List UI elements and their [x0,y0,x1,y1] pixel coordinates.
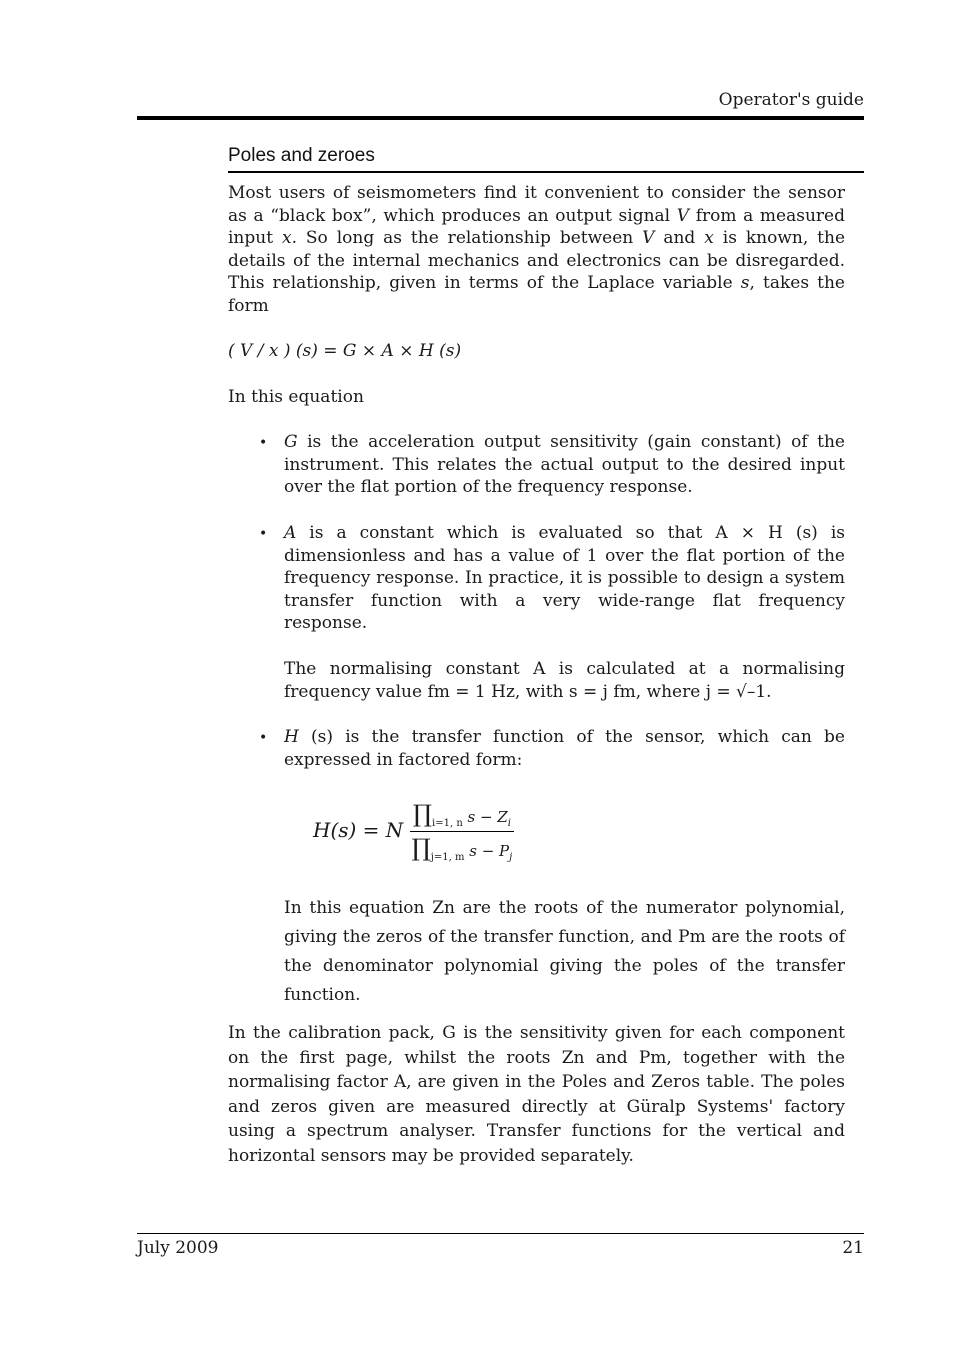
footer-date: July 2009 [137,1238,219,1258]
bullet-marker: • [259,435,268,451]
page-number: 21 [842,1238,864,1258]
transfer-equation: ( V / x ) (s) = G × A × H (s) [228,341,462,361]
formula-numerator: $\prod_{i=1, n}$ $s - Z_i$ [410,800,515,832]
formula-lhs: H(s) = N [313,818,404,842]
bullet-marker: • [259,730,268,746]
in-equation-text: In this equation [228,387,364,407]
normalising-paragraph: The normalising constant A is calculated at a normalising frequency value fm = 1 Hz, with s = j fm, where j = √–1. [284,659,845,702]
bullet-g: G is the acceleration output sensitivity (gain constant) of the instrument. This relates the actual output to the desired input over the flat portion of the frequency response. [284,432,845,497]
header-rule [137,116,864,120]
roots-paragraph: In this equation Zn are the roots of the numerator polynomial, giving the zeros of the transfer function, and Pm are the roots of the denominator polynomial giving the poles of the transfer function. [284,898,845,1005]
formula-fraction [410,800,515,863]
running-header: Operator's guide [718,90,864,110]
bullet-h: H (s) is the transfer function of the sensor, which can be expressed in factored form: [284,727,845,770]
bullet-a: A is a constant which is evaluated so that A × H (s) is dimensionless and has a value of 1 over the flat portion of the frequency response. In practice, it is possible to design a system transfer function with a very wide-range flat frequency response. [284,523,845,633]
section-title: Poles and zeroes [228,145,864,173]
calibration-paragraph: In the calibration pack, G is the sensitivity given for each component on the first page, whilst the roots Zn and Pm, together with the normalising factor A, are given in the Poles and Zeros table. The poles and zeros given are measured directly at Güralp Systems' factory using a spectrum analyser. Transfer functions for the vertical and horizontal sensors may be provided separately. [228,1023,845,1166]
bullet-marker: • [259,526,268,542]
transfer-function-formula [313,800,514,863]
formula-denominator: $\prod_{j=1, m}$ $s - P_j$ [411,834,513,863]
footer-rule [137,1233,864,1234]
intro-paragraph: Most users of seismometers find it convenient to consider the sensor as a “black box”, which produces an output signal V from a measured input x. So long as the relationship between V and x is known, the details of the internal mechanics and electronics can be disregarded. This relationship, given in terms of the Laplace variable s, takes the form [228,183,846,316]
